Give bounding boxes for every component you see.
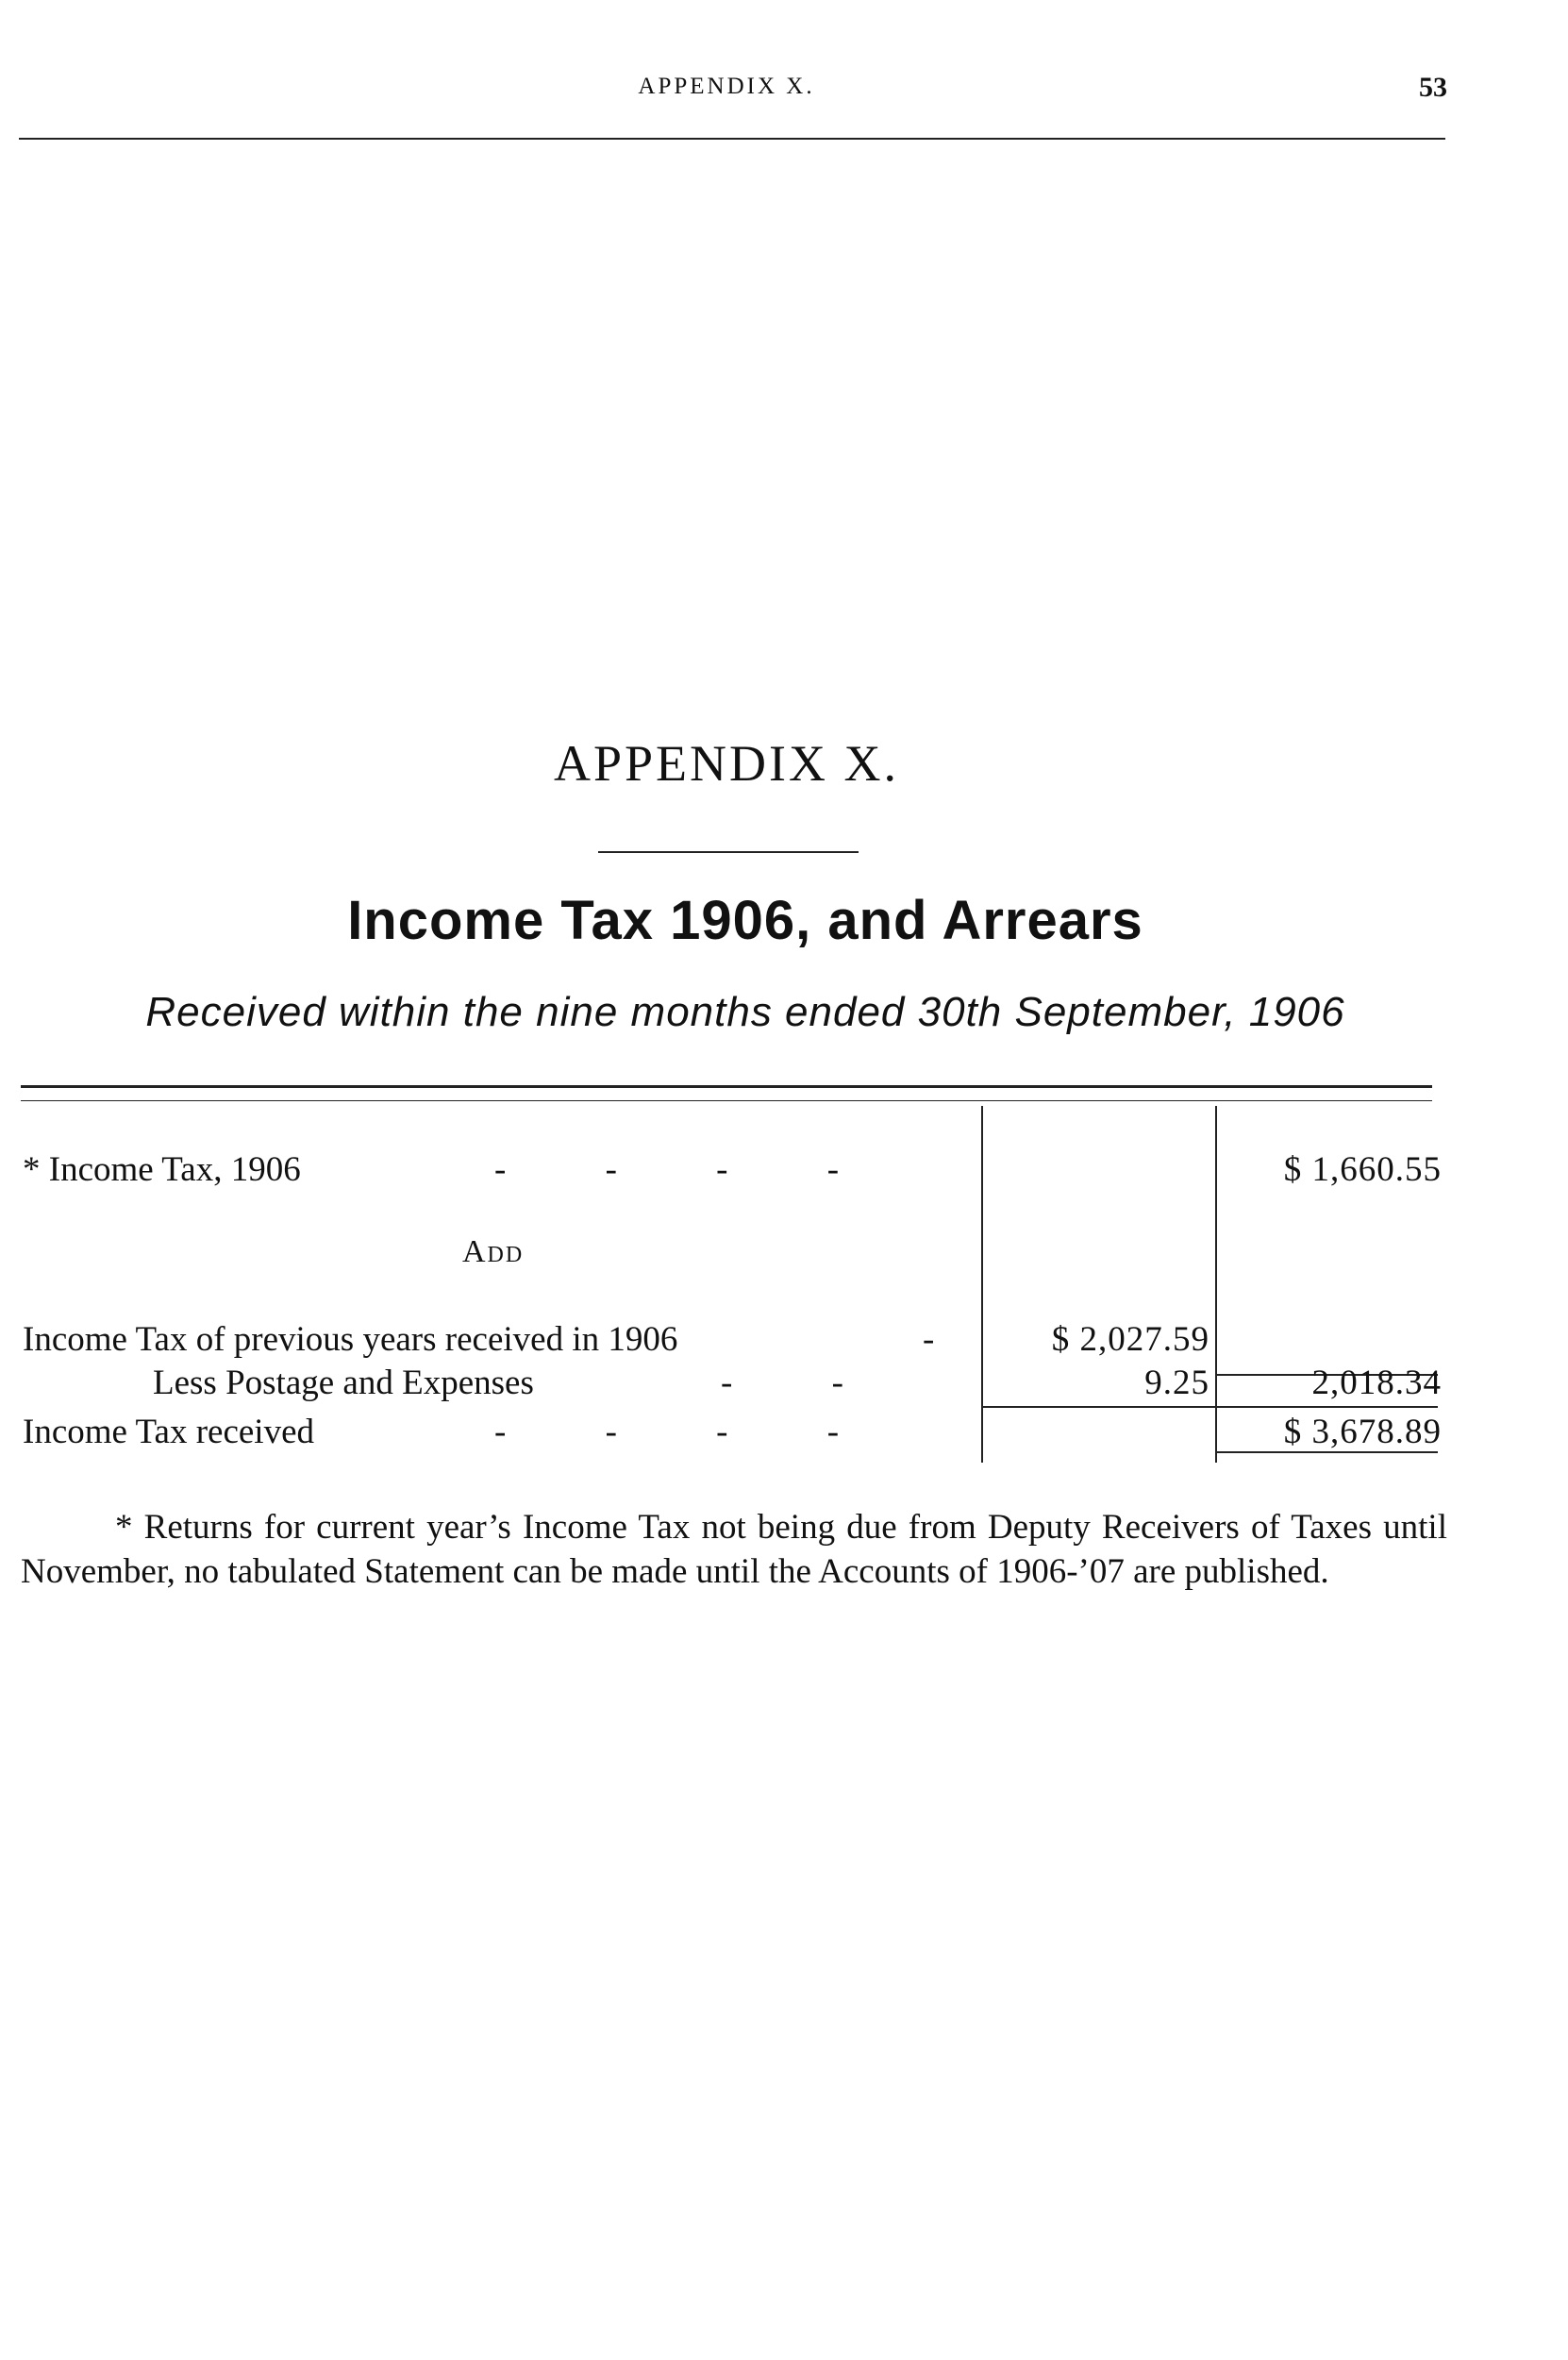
amount-sum-rule: [981, 1406, 1215, 1408]
row-leader: -: [923, 1320, 980, 1359]
row-amount: 9.25: [1144, 1364, 1209, 1402]
row-total: $ 1,660.55: [1283, 1150, 1442, 1189]
total-column-rule: [1215, 1106, 1217, 1463]
row-amount: $ 2,027.59: [1051, 1320, 1209, 1359]
table-top-rule-thick: [21, 1085, 1432, 1088]
subtitle: Received within the nine months ended 30th September, 1906: [145, 989, 1345, 1035]
title-rule: [598, 851, 859, 853]
total-sum-rule-mid: [1215, 1406, 1438, 1408]
row-leader: - - - -: [494, 1150, 885, 1189]
appendix-heading: APPENDIX X.: [553, 735, 900, 792]
row-label: Income Tax received: [23, 1413, 315, 1451]
section-heading: Add: [462, 1234, 525, 1269]
footnote: * Returns for current year’s Income Tax not being due from Deputy Receivers of Taxes until November, no tabulated Statement can be made until the Accounts of 1906-’07 are published.: [21, 1508, 1447, 1591]
row-label: Less Postage and Expenses: [153, 1364, 534, 1402]
table-top-rule-thin: [21, 1100, 1432, 1101]
row-leader: - -: [721, 1364, 889, 1402]
row-label: * Income Tax, 1906: [23, 1150, 301, 1189]
page-number: 53: [1419, 72, 1447, 103]
row-label: Income Tax of previous years received in 1906: [23, 1320, 678, 1359]
main-title: Income Tax 1906, and Arrears: [347, 890, 1143, 951]
row-total: $ 3,678.89: [1283, 1413, 1442, 1451]
row-total: 2,018.34: [1311, 1364, 1442, 1402]
header-rule: [19, 138, 1445, 140]
amount-column-rule: [981, 1106, 983, 1463]
running-title: APPENDIX X.: [638, 74, 815, 99]
row-leader: - - - -: [494, 1413, 885, 1451]
